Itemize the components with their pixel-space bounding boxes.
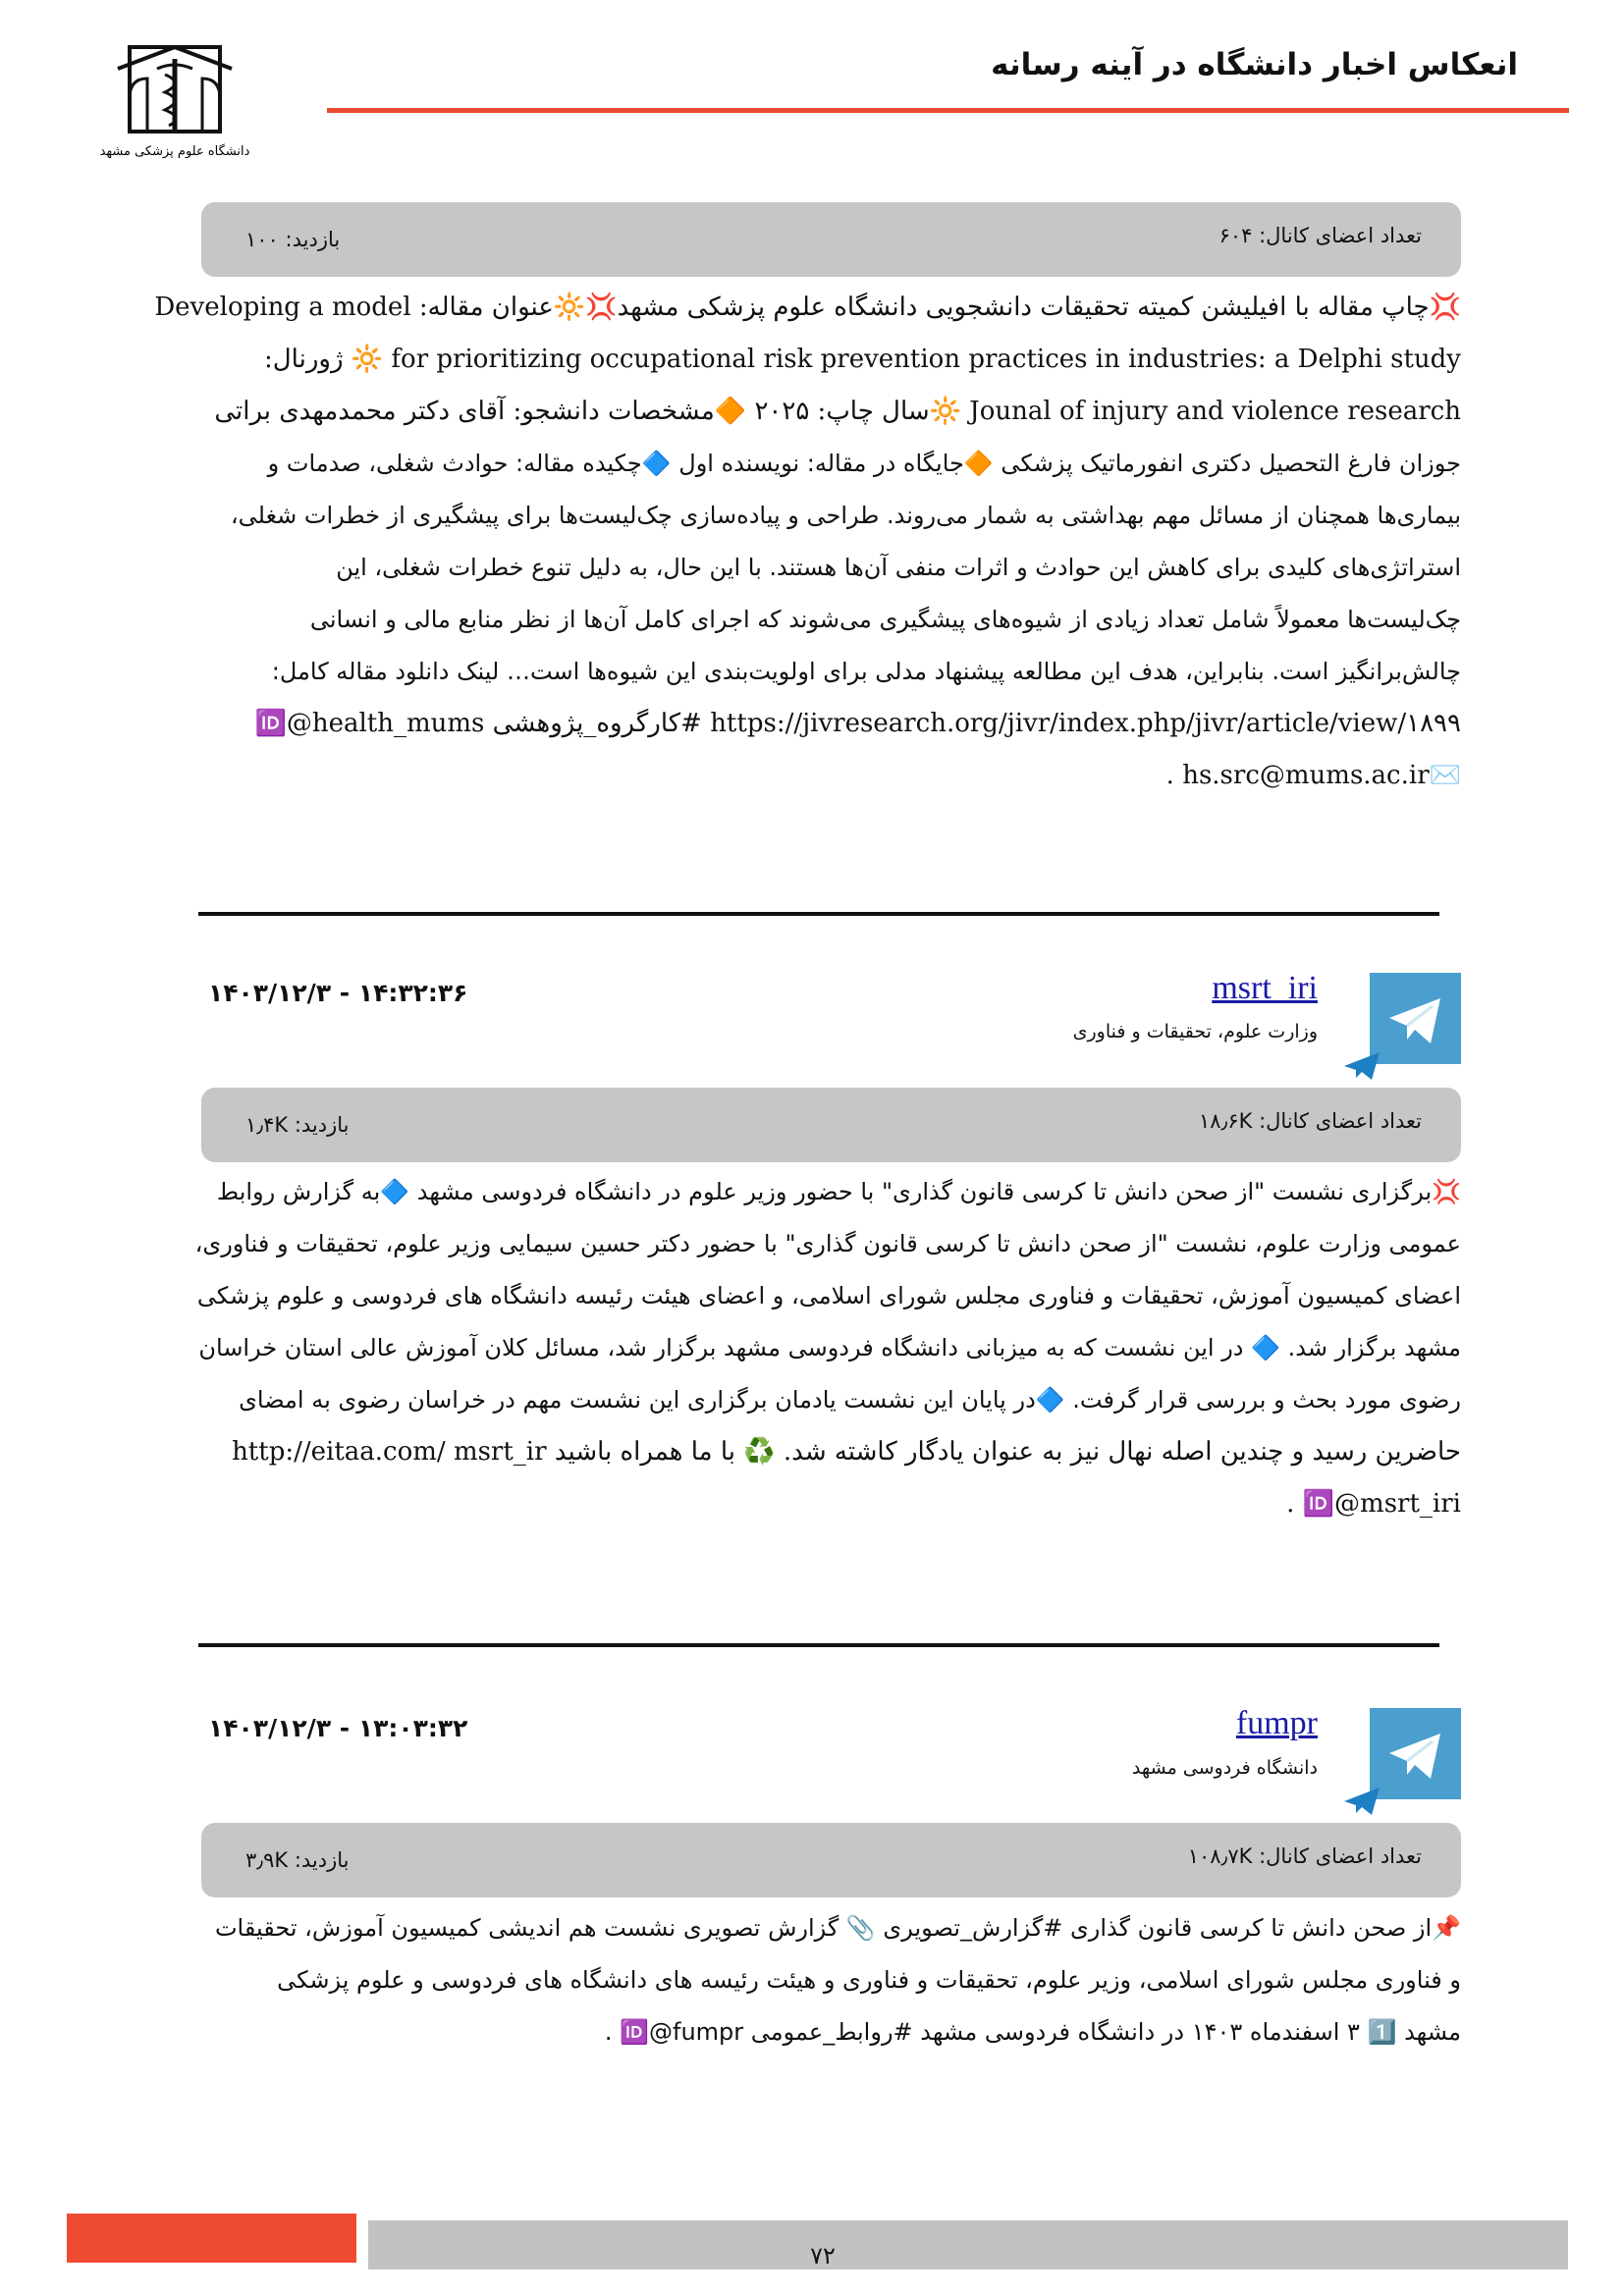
post-line: 💢چاپ مقاله با افیلیشن کمیته تحقیقات دانشجویی دانشگاه علوم پزشکی مشهد💢🔆عنوان مقاله: Developing a model bbox=[154, 293, 1461, 322]
post-body bbox=[194, 1166, 1461, 1530]
logo-caption: دانشگاه علوم پزشکی مشهد bbox=[99, 144, 250, 159]
post-body bbox=[201, 1902, 1461, 2058]
post-stats-bar bbox=[201, 1088, 1461, 1162]
post-line: جوزان فارغ التحصیل دکتری انفورماتیک پزشکی 🔶جایگاه در مقاله: نویسنده اول 🔷چکیده مقاله: حوادث شغلی، صدمات و bbox=[267, 450, 1461, 477]
post-line: استراتژی‌های کلیدی برای کاهش این حوادث و اثرات منفی آن‌ها هستند. با این حال، به دلیل تنوع خطرات شغلی، این bbox=[336, 554, 1461, 581]
post-line: Jounal of injury and violence research 🔆سال چاپ: ۲۰۲۵ 🔶مشخصات دانشجو: آقای دکتر محمدمهدی براتی bbox=[214, 397, 1461, 426]
channel-members: تعداد اعضای کانال: ۱۰۸٫۷K bbox=[1187, 1844, 1422, 1868]
post-line: 🆔@msrt_iri . bbox=[1286, 1489, 1461, 1519]
post-views: بازدید: ۱٫۴K bbox=[245, 1113, 350, 1137]
channel-link[interactable]: msrt_iri bbox=[1212, 970, 1318, 1006]
post-line: 💢برگزاری نشست "از صحن دانش تا کرسی قانون گذاری" با حضور وزیر علوم در دانشگاه فردوسی مشهد 🔷به گزارش روابط bbox=[216, 1178, 1461, 1205]
post-divider bbox=[198, 1643, 1439, 1647]
footer-accent-bar bbox=[67, 2214, 356, 2263]
page-number: ۷۲ bbox=[810, 2242, 836, 2269]
telegram-icon bbox=[1370, 973, 1461, 1064]
post-line: مشهد 1️⃣ ۳ اسفندماه ۱۴۰۳ در دانشگاه فردوسی مشهد #روابط_عمومی 🆔@fumpr . bbox=[604, 2018, 1461, 2046]
post-line: for prioritizing occupational risk prevention practices in industries: a Delphi study 🔆 ژورنال: bbox=[264, 345, 1461, 374]
post-views: بازدید: ۳٫۹K bbox=[245, 1848, 350, 1872]
post-stats-bar bbox=[201, 202, 1461, 277]
post-body bbox=[154, 282, 1461, 802]
post-line: رضوی مورد بحث و بررسی قرار گرفت. 🔷در پایان این نشست یادمان برگزاری این نشست مهم در خراسان رضوی به امضای bbox=[239, 1386, 1461, 1414]
post-line: ✉️hs.src@mums.ac.ir . bbox=[1165, 761, 1461, 790]
post-line: چالش‌برانگیز است. بنابراین، هدف این مطالعه پیشنهاد مدلی برای اولویت‌بندی این شیوه‌ها است… لینک دانلود مقاله کامل: bbox=[271, 658, 1461, 685]
channel-link[interactable]: fumpr bbox=[1235, 1705, 1318, 1741]
telegram-icon bbox=[1370, 1708, 1461, 1799]
footer-bar bbox=[368, 2220, 1568, 2269]
channel-members: تعداد اعضای کانال: ۱۸٫۶K bbox=[1198, 1109, 1422, 1133]
channel-description: دانشگاه فردوسی مشهد bbox=[1131, 1757, 1318, 1779]
post-views: بازدید: ۱۰۰ bbox=[245, 228, 341, 251]
post-stats-bar bbox=[201, 1823, 1461, 1897]
post-line: عمومی وزارت علوم، نشست "از صحن دانش تا کرسی قانون گذاری" با حضور دکتر حسین سیمایی وزیر علوم، تحقیقات و فناوری، bbox=[194, 1230, 1461, 1257]
post-line: اعضای کمیسیون آموزش، تحقیقات و فناوری مجلس شورای اسلامی، و اعضای هیئت رئیسه دانشگاه های فردوسی و علوم پزشکی bbox=[196, 1282, 1461, 1309]
header-divider bbox=[327, 108, 1569, 113]
post-line: حاضرین رسید و چندین اصله نهال نیز به عنوان یادگار کاشته شد. ♻️ با ما همراه باشید http://eitaa.com/ msrt_ir bbox=[232, 1437, 1461, 1467]
page-title: انعکاس اخبار دانشگاه در آینه رسانه bbox=[991, 47, 1518, 82]
post-date: ۱۴۰۳/۱۲/۳ - ۱۳:۰۳:۳۲ bbox=[208, 1714, 468, 1742]
post-line: بیماری‌ها همچنان از مسائل مهم بهداشتی به شمار می‌روند. طراحی و پیاده‌سازی چک‌لیست‌ها برای پیشگیری از خطرات شغلی، bbox=[230, 502, 1461, 529]
university-logo bbox=[99, 39, 250, 167]
post-divider bbox=[198, 912, 1439, 916]
post-line: چک‌لیست‌ها معمولاً شامل تعداد زیادی از شیوه‌های پیشگیری می‌شوند که اجرای کامل آن‌ها از نظر منابع مالی و انسانی bbox=[309, 606, 1461, 633]
channel-members: تعداد اعضای کانال: ۶۰۴ bbox=[1218, 224, 1422, 247]
post-line: https://jivresearch.org/jivr/index.php/jivr/article/view/۱۸۹۹ #کارگروه_پژوهشی 🆔@health_mums bbox=[254, 709, 1461, 738]
post-line: و فناوری مجلس شورای اسلامی، وزیر علوم، تحقیقات و فناوری و هیئت رئیسه های دانشگاه های فردوسی و علوم پزشکی bbox=[277, 1966, 1461, 1994]
post-date: ۱۴۰۳/۱۲/۳ - ۱۴:۳۲:۳۶ bbox=[208, 979, 468, 1007]
post-line: مشهد برگزار شد. 🔷 در این نشست که به میزبانی دانشگاه فردوسی مشهد برگزار شد، مسائل کلان آموزش عالی استان خراسان bbox=[198, 1334, 1461, 1362]
channel-description: وزارت علوم، تحقیقات و فناوری bbox=[1072, 1021, 1318, 1042]
post-line: 📌از صحن دانش تا کرسی قانون گذاری #گزارش_تصویری 📎 گزارش تصویری نشست هم اندیشی کمیسیون آموزش، تحقیقات bbox=[214, 1914, 1461, 1942]
